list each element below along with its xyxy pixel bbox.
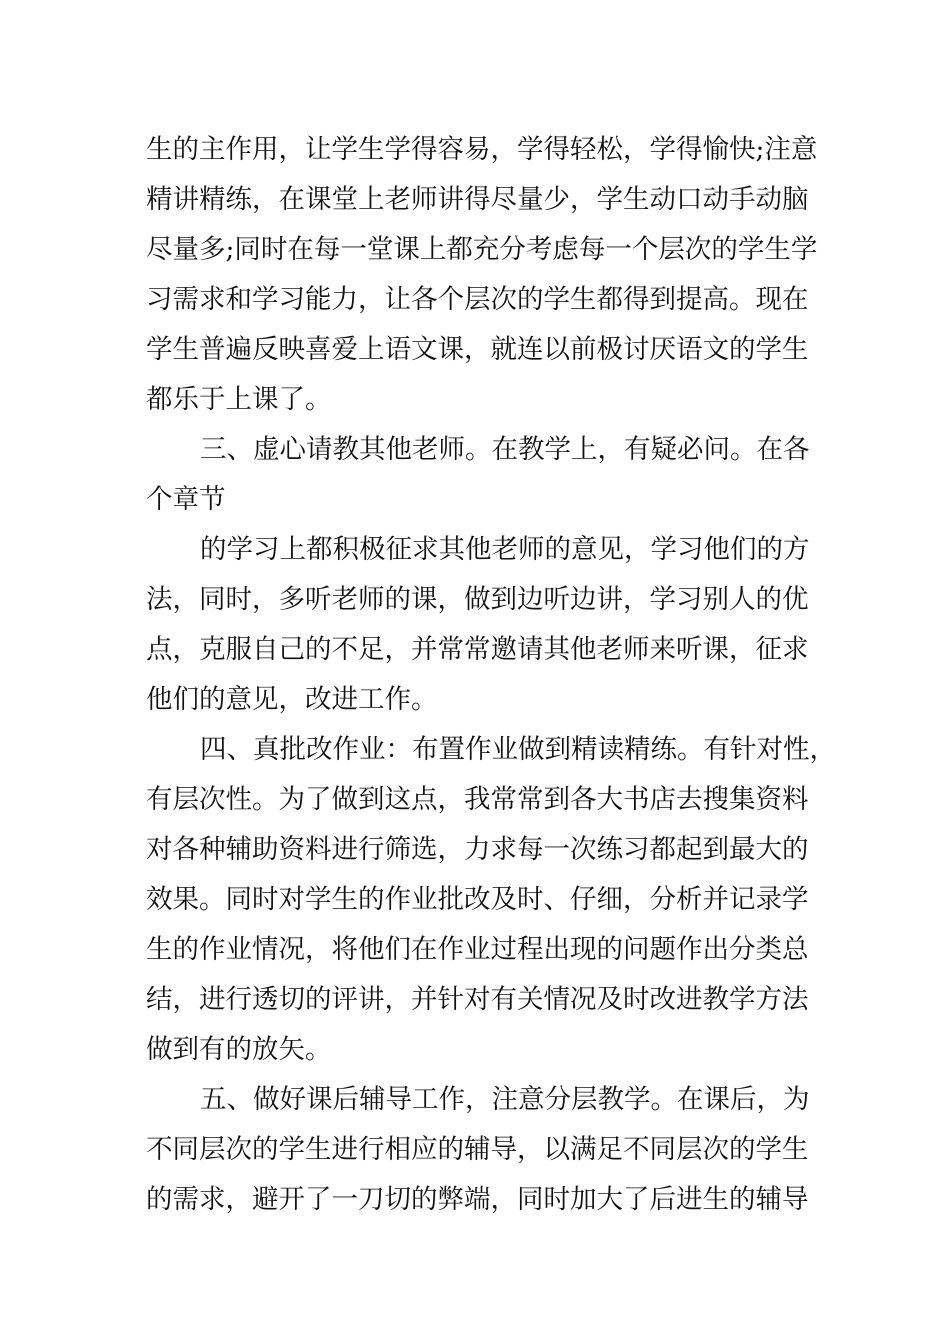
text-line: 不同层次的学生进行相应的辅导，以满足不同层次的学生 bbox=[146, 1134, 809, 1165]
text-line: 有层次性。为了做到这点，我常常到各大书店去搜集资料 bbox=[146, 784, 809, 815]
text-line: 精讲精练，在课堂上老师讲得尽量少，学生动口动手动脑 bbox=[146, 184, 809, 215]
text-line: 对各种辅助资料进行筛选，力求每一次练习都起到最大的 bbox=[146, 834, 809, 865]
paragraph-heading-five: 五、做好课后辅导工作，注意分层教学。在课后，为 bbox=[200, 1084, 810, 1115]
text-line: 都乐于上课了。 bbox=[146, 384, 332, 415]
text-line: 法，同时，多听老师的课，做到边听边讲，学习别人的优 bbox=[146, 584, 809, 615]
text-line: 结，进行透切的评讲，并针对有关情况及时改进教学方法 bbox=[146, 984, 809, 1015]
text-line: 生的主作用，让学生学得容易，学得轻松，学得愉快;注意 bbox=[146, 134, 818, 165]
text-line: 他们的意见，改进工作。 bbox=[146, 684, 438, 715]
text-line: 生的作业情况，将他们在作业过程出现的问题作出分类总 bbox=[146, 934, 809, 965]
paragraph-heading-three: 三、虚心请教其他老师。在教学上，有疑必问。在各 bbox=[200, 434, 810, 465]
text-line: 做到有的放矢。 bbox=[146, 1034, 332, 1065]
text-line: 效果。同时对学生的作业批改及时、仔细，分析并记录学 bbox=[146, 884, 809, 915]
text-line: 点，克服自己的不足，并常常邀请其他老师来听课，征求 bbox=[146, 634, 809, 665]
text-line: 的需求，避开了一刀切的弊端，同时加大了后进生的辅导 bbox=[146, 1184, 809, 1215]
text-line: 个章节 bbox=[146, 484, 226, 515]
text-line: 尽量多;同时在每一堂课上都充分考虑每一个层次的学生学 bbox=[146, 234, 818, 265]
text-line: 习需求和学习能力，让各个层次的学生都得到提高。现在 bbox=[146, 284, 809, 315]
text-line: 学生普遍反映喜爱上语文课，就连以前极讨厌语文的学生 bbox=[146, 334, 809, 365]
paragraph-heading-four: 四、真批改作业：布置作业做到精读精练。有针对性， bbox=[200, 734, 836, 765]
text-line: 的学习上都积极征求其他老师的意见，学习他们的方 bbox=[200, 534, 810, 565]
